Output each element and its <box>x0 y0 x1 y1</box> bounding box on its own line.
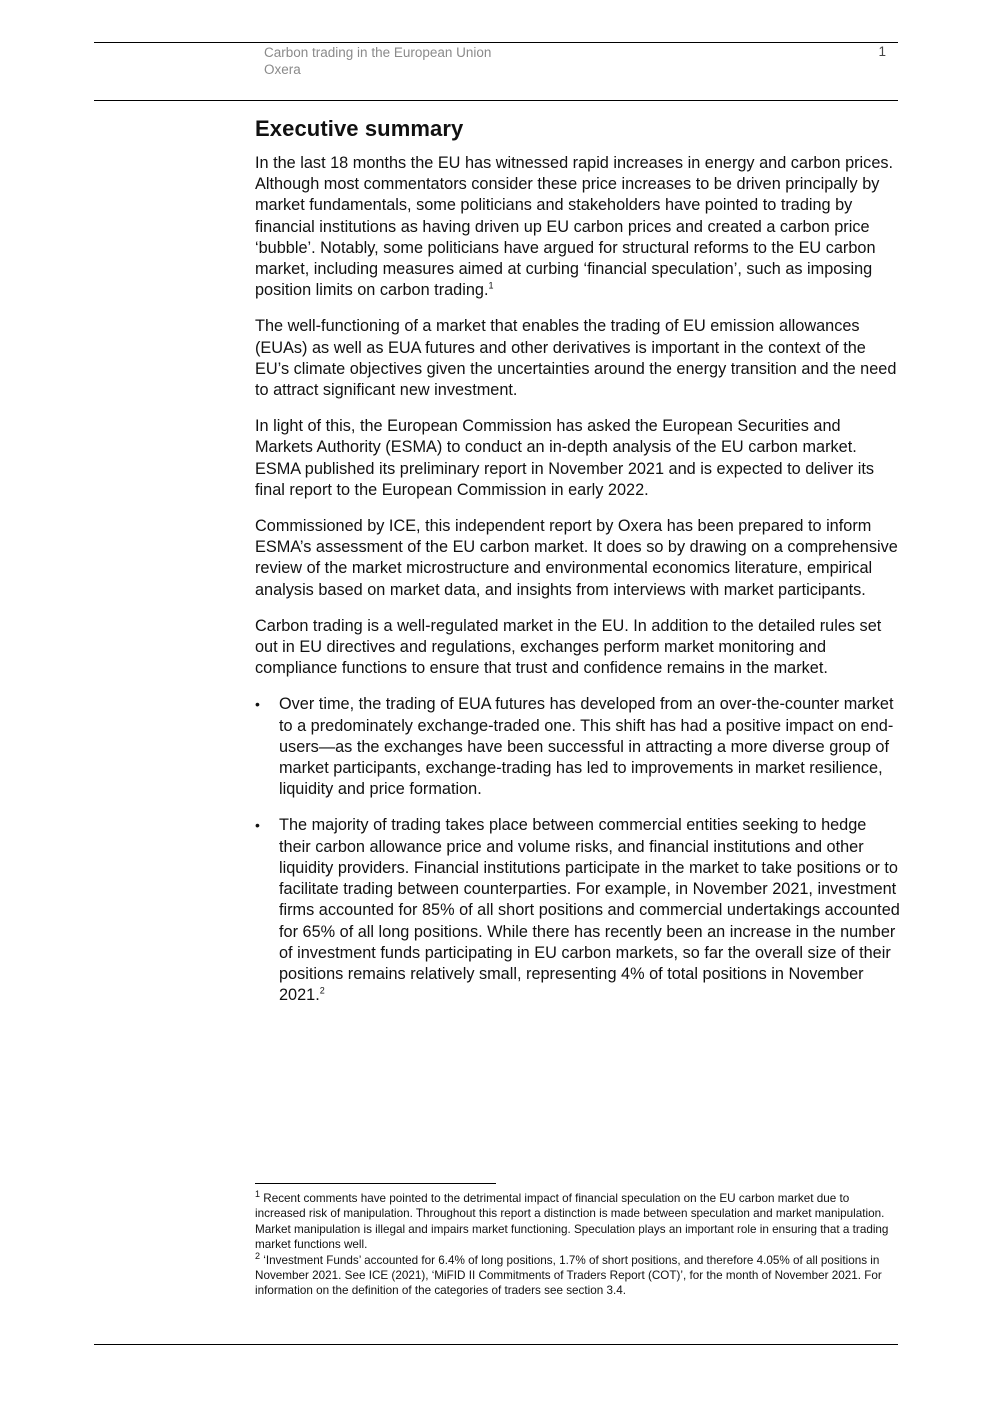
paragraph: In light of this, the European Commission has asked the European Securities and Markets Authority (ESMA) to conduct an in-depth analysis of the EU carbon market. ESMA published its preliminary report in November 2021 and is expected to deliver its final report to the European Commission in early 2022. <box>255 417 874 499</box>
footnote: $^1$ Recent comments have pointed to the detrimental impact of financial speculation on the EU carbon market due to increased risk of manipulation. Throughout this report a distinction is made between speculation and market manipulation. Market manipulation is illegal and impairs market functioning. Speculation plays an important role in ensuring that a trading market functions well. <box>255 1189 889 1252</box>
footnote-mark: 1 <box>255 1189 261 1200</box>
footnotes <box>255 1191 901 1299</box>
bullet-icon: • <box>255 817 260 834</box>
header-title: Carbon trading in the European Union <box>264 45 492 60</box>
footnote: $^2$ ‘Investment Funds’ accounted for 6.4% of long positions, 1.7% of short positions, and therefore 4.05% of all positions in November 2021. See ICE (2021), ‘MiFID II Commitments of Traders Report (COT)’, for the month of November 2021. For information on the definition of the categories of traders see section 3.4. <box>255 1250 882 1298</box>
main-content <box>255 116 901 1021</box>
paragraph: The well-functioning of a market that enables the trading of EU emission allowances (EUAs) as well as EUA futures and other derivatives is important in the context of the EU’s climate objectives given the uncertainties around the energy transition and the need to attract significant new investment. <box>255 317 897 400</box>
list-item: • The majority of trading takes place between commercial entities seeking to hedge their carbon allowance price and volume risks, and financial institutions and other liquidity providers. Financial institutions participate in the market to take positions or to facilitate trading between counterparties. For example, in November 2021, investment firms accounted for 85% of all short positions and commercial undertakings accounted for 65% of all long positions. While there has recently been an increase in the number of investment funds participating in EU carbon markets, so far the overall size of their positions remains relatively small, representing 4% of total positions in November 2021.$^2$ <box>255 816 900 1005</box>
header-bottom-rule <box>94 100 898 101</box>
running-header <box>264 44 491 78</box>
list-item: • Over time, the trading of EUA futures has developed from an over-the-counter market to a predominately exchange-traded one. This shift has had a positive impact on end-users—as the exchanges have been successful in attracting a more diverse group of market participants, exchange-trading has led to improvements in market resilience, liquidity and price formation. <box>255 695 894 799</box>
footnote-separator <box>255 1183 496 1184</box>
footer-rule <box>94 1344 898 1345</box>
header-top-rule <box>94 42 898 43</box>
header-org: Oxera <box>264 62 301 77</box>
footnote-mark: 2 <box>255 1250 261 1261</box>
section-heading: Executive summary <box>255 116 464 141</box>
paragraph: In the last 18 months the EU has witnessed rapid increases in energy and carbon prices. Although most commentators consider these price increases to be driven principally by market fundamentals, some politicians and stakeholders have pointed to trading by financial institutions as having driven up EU carbon prices and created a carbon price ‘bubble’. Notably, some politicians have argued for structural reforms to the EU carbon market, including measures aimed at curbing ‘financial speculation’, such as imposing position limits on carbon trading.$^1$ <box>255 154 894 300</box>
bullet-list <box>255 694 901 1006</box>
footnote-ref[interactable]: 2 <box>319 985 325 996</box>
page-number: 1 <box>878 44 886 59</box>
paragraph: Carbon trading is a well-regulated market in the EU. In addition to the detailed rules set out in EU directives and regulations, exchanges perform market monitoring and compliance functions to ensure that trust and confidence remains in the market. <box>255 616 882 678</box>
paragraph: Commissioned by ICE, this independent report by Oxera has been prepared to inform ESMA’s assessment of the EU carbon market. It does so by drawing on a comprehensive review of the market microstructure and environmental economics literature, empirical analysis based on market data, and insights from interviews with market participants. <box>255 517 898 599</box>
footnote-ref[interactable]: 1 <box>488 280 494 291</box>
bullet-icon: • <box>255 696 260 713</box>
